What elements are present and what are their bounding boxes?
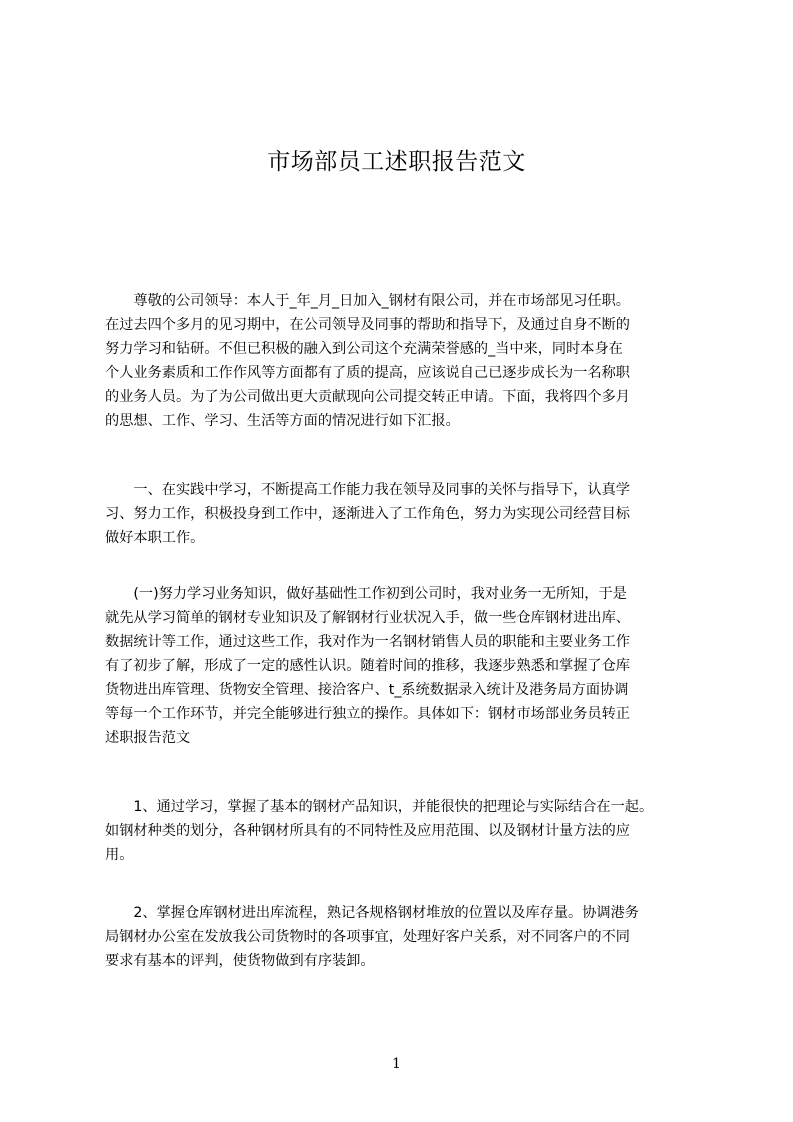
paragraph-section-1	[105, 478, 705, 550]
paragraph-item-2	[105, 901, 705, 973]
text-line: 做好本职工作。	[105, 530, 205, 546]
paragraph-intro	[105, 289, 705, 433]
text-line: 局钢材办公室在发放我公司货物时的各项事宜，处理好客户关系，对不同客户的不同	[105, 929, 630, 945]
text-line: 的思想、工作、学习、生活等方面的情况进行如下汇报。	[105, 413, 460, 429]
text-line: 尊敬的公司领导：本人于_年_月_日加入_钢材有限公司，并在市场部见习任职。	[105, 293, 630, 309]
text-line: 货物进出库管理、货物安全管理、接洽客户、t_系统数据录入统计及港务局方面协调	[105, 682, 629, 698]
text-line: 个人业务素质和工作作风等方面都有了质的提高，应该说自己已逐步成长为一名称职	[105, 365, 630, 381]
text-line: 等每一个工作环节，并完全能够进行独立的操作。具体如下：钢材市场部业务员转正	[105, 706, 630, 722]
paragraph-item-1	[105, 795, 705, 867]
text-line: 一、在实践中学习，不断提高工作能力我在领导及同事的关怀与指导下，认真学	[105, 482, 630, 498]
text-line: 努力学习和钻研。不但已积极的融入到公司这个充满荣誉感的_当中来，同时本身在	[105, 341, 623, 357]
text-line: 2、掌握仓库钢材进出库流程，熟记各规格钢材堆放的位置以及库存量。协调港务	[105, 905, 639, 921]
page-number: 1	[392, 1056, 401, 1072]
text-line: 有了初步了解，形成了一定的感性认识。随着时间的推移，我逐步熟悉和掌握了仓库	[105, 658, 630, 674]
text-line: 习、努力工作，积极投身到工作中，逐渐进入了工作角色，努力为实现公司经营目标	[105, 506, 630, 522]
document-title: 市场部员工述职报告范文	[267, 149, 526, 175]
text-line: 用。	[105, 847, 134, 863]
text-line: 要求有基本的评判，使货物做到有序装卸。	[105, 953, 375, 969]
text-line: (一)努力学习业务知识，做好基础性工作初到公司时，我对业务一无所知，于是	[105, 586, 627, 602]
text-line: 数据统计等工作，通过这些工作，我对作为一名钢材销售人员的职能和主要业务工作	[105, 634, 630, 650]
paragraph-subsection-1	[105, 582, 705, 750]
text-line: 述职报告范文	[105, 730, 191, 746]
text-line: 的业务人员。为了为公司做出更大贡献现向公司提交转正申请。下面，我将四个多月	[105, 389, 630, 405]
text-line: 如钢材种类的划分，各种钢材所具有的不同特性及应用范围、以及钢材计量方法的应	[105, 823, 630, 839]
text-line: 在过去四个多月的见习期中，在公司领导及同事的帮助和指导下，及通过自身不断的	[105, 317, 630, 333]
text-line: 1、通过学习，掌握了基本的钢材产品知识，并能很快的把理论与实际结合在一起。	[105, 799, 654, 815]
text-line: 就先从学习简单的钢材专业知识及了解钢材行业状况入手，做一些仓库钢材进出库、	[105, 610, 630, 626]
